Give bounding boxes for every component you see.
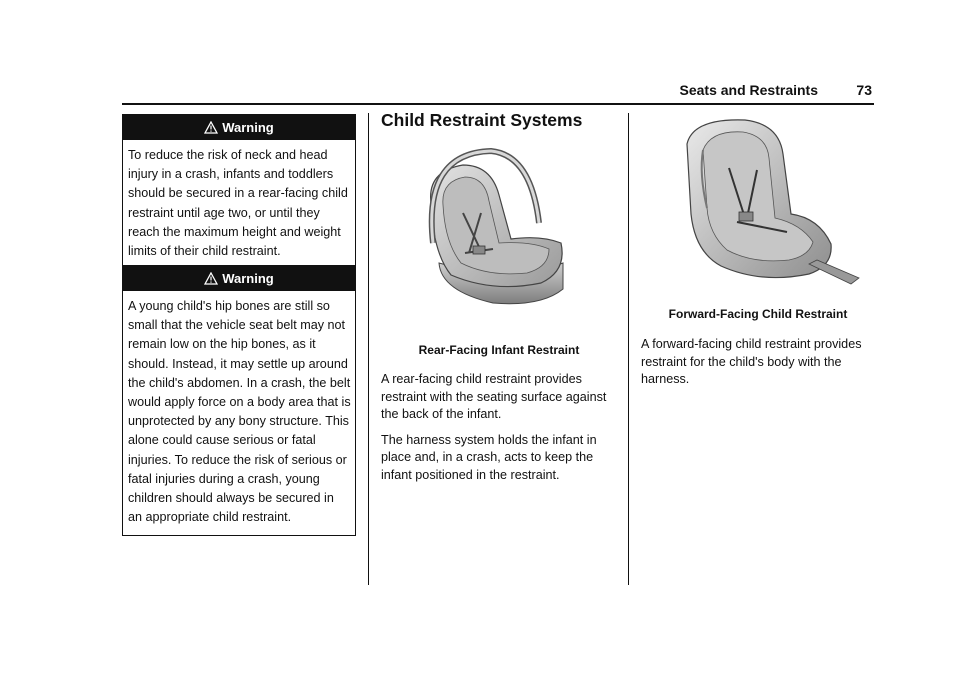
warning-header <box>123 115 355 140</box>
forward-facing-child-seat-illustration <box>641 114 875 292</box>
warning-icon <box>204 121 218 134</box>
column-right <box>641 110 875 389</box>
section-title: Seats and Restraints <box>679 82 818 98</box>
forward-facing-caption: Forward-Facing Child Restraint <box>668 307 848 321</box>
rear-facing-paragraph-1: A rear-facing child restraint provides restraint with the seating surface against the back of the infant. <box>381 372 607 422</box>
rear-facing-paragraph-2: The harness system holds the infant in place and, in a crash, acts to keep the infant positioned in the restraint. <box>381 432 597 482</box>
rear-facing-caption: Rear-Facing Infant Restraint <box>418 343 580 357</box>
page-number: 73 <box>856 82 872 98</box>
forward-facing-paragraph: A forward-facing child restraint provides restraint for the child's body with the harness. <box>641 337 862 387</box>
warning-box-2 <box>122 265 356 536</box>
column-divider-2 <box>628 113 629 585</box>
column-middle <box>381 110 617 485</box>
warning-text: A young child's hip bones are still so small that the vehicle seat belt may not remain low on the hip bones, as it should. Instead, it may settle up around the child's abdomen. In a crash, the belt would apply force on a body area that is unprotected by any bony structure. This alone could cause serious or fatal injuries. To reduce the risk of serious or fatal injuries during a crash, young children should always be secured in an appropriate child restraint. <box>128 299 351 525</box>
warning-header <box>123 266 355 291</box>
warning-text: To reduce the risk of neck and head injury in a crash, infants and toddlers should be secured in a rear-facing child restraint until age two, or until they reach the maximum height and weight limits of their child restraint. <box>128 148 348 259</box>
header-rule <box>122 103 874 105</box>
warning-icon <box>204 272 218 285</box>
warning-box-1 <box>122 114 356 270</box>
rear-facing-infant-seat-illustration <box>381 143 617 313</box>
warning-title: Warning <box>222 120 274 135</box>
page-header <box>122 82 874 104</box>
warning-title: Warning <box>222 271 274 286</box>
section-heading: Child Restraint Systems <box>381 110 583 130</box>
column-divider-1 <box>368 113 369 585</box>
